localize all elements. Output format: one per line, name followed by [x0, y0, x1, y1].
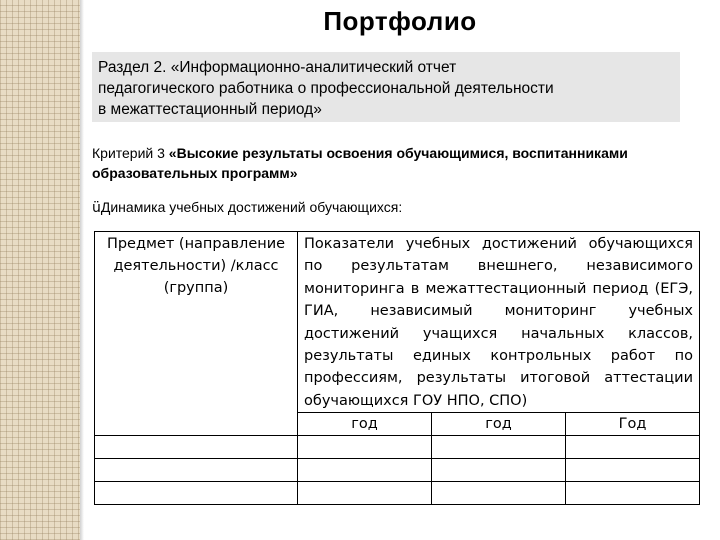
table-cell[interactable] — [95, 459, 298, 482]
bullet-item — [92, 197, 402, 218]
bullet-text: Динамика учебных достижений обучающихся: — [100, 199, 403, 215]
decorative-side-strip — [0, 0, 80, 540]
section-line-3: в межаттестационный период» — [98, 101, 322, 118]
page-title: Портфолио — [323, 6, 477, 36]
indicators-header-last-line: обучающихся ГОУ НПО, СПО) — [304, 392, 528, 409]
table-cell[interactable] — [95, 482, 298, 505]
year-cell-1: год — [298, 413, 432, 436]
check-bullet-icon: ü — [92, 200, 101, 216]
achievements-table — [94, 231, 700, 505]
table-row — [95, 482, 700, 505]
table-header-row — [95, 232, 700, 413]
year-cell-3: Год — [566, 413, 700, 436]
table-cell[interactable] — [432, 459, 566, 482]
year-cell-2: год — [432, 413, 566, 436]
criterion-title-part-2: образовательных программ» — [92, 165, 298, 181]
subject-header-line-2: деятельности) /класс — [113, 258, 279, 274]
table-cell[interactable] — [566, 436, 700, 459]
table-cell[interactable] — [566, 459, 700, 482]
subject-header-line-1: Предмет (направление — [106, 236, 286, 252]
section-heading-box — [92, 52, 680, 122]
table-cell[interactable] — [566, 482, 700, 505]
subject-header-cell — [95, 232, 298, 436]
indicators-header-text: Показатели учебных достижений обучающихся по результатам внешнего, независимого мониторинга в межаттестационный период (ЕГЭ, ГИА, независимый мониторинг учебных достижений учащихся начальных классов, результаты единых контрольных работ по профессиям, результаты итоговой аттестации — [304, 236, 693, 387]
table-cell[interactable] — [432, 482, 566, 505]
criterion-title-part-1: «Высокие результаты освоения обучающимися, воспитанниками — [168, 145, 628, 161]
table-cell[interactable] — [432, 436, 566, 459]
table-cell[interactable] — [298, 459, 432, 482]
section-line-2: педагогического работника о профессиональной деятельности — [98, 80, 554, 97]
table-row — [95, 436, 700, 459]
table-row — [95, 459, 700, 482]
table-cell[interactable] — [298, 482, 432, 505]
table-cell[interactable] — [95, 436, 298, 459]
criterion-text — [92, 143, 712, 183]
section-line-1: Раздел 2. «Информационно-аналитический отчет — [98, 59, 457, 76]
side-strip-shadow — [80, 0, 84, 540]
indicators-header-cell — [298, 232, 700, 413]
table-cell[interactable] — [298, 436, 432, 459]
subject-header-line-3: (группа) — [163, 280, 229, 296]
criterion-prefix: Критерий 3 — [92, 145, 169, 161]
